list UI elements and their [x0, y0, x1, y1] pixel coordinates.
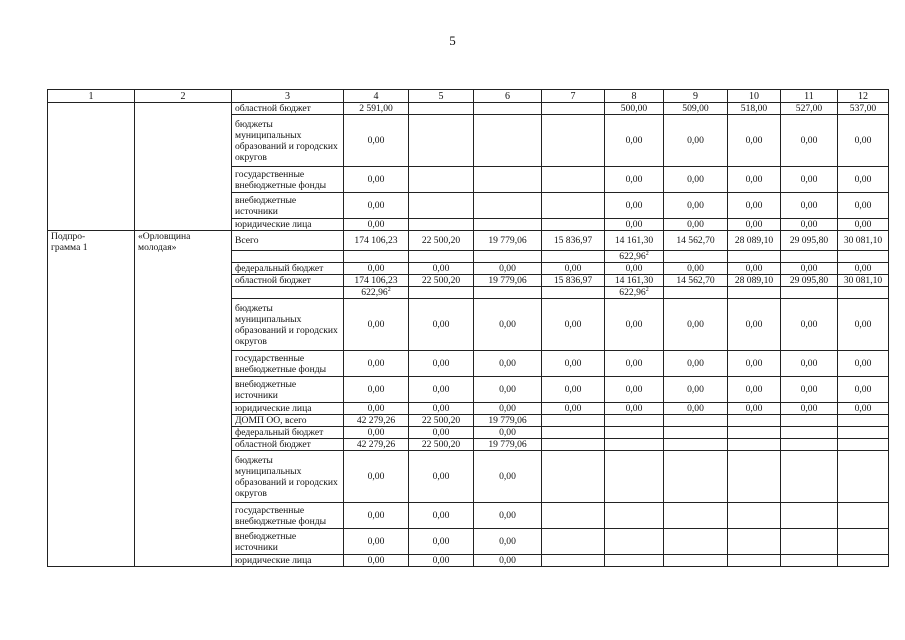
value-cell: 0,00	[728, 299, 781, 351]
row-label: государственные внебюджетные фонды	[232, 167, 344, 193]
row-label: внебюджетные источники	[232, 377, 344, 403]
value-cell: 0,00	[664, 115, 728, 167]
value-cell	[838, 503, 889, 529]
value-cell	[664, 451, 728, 503]
value-cell	[838, 415, 889, 427]
value-cell: 0,00	[344, 529, 409, 555]
value-cell: 0,00	[781, 351, 838, 377]
value-cell	[542, 503, 605, 529]
value-cell: 0,00	[474, 503, 542, 529]
value-cell: 0,00	[781, 219, 838, 231]
header-cell: 11	[781, 90, 838, 103]
header-cell: 2	[135, 90, 232, 103]
value-cell: 22 500,20	[409, 439, 474, 451]
header-cell: 9	[664, 90, 728, 103]
value-cell	[664, 287, 728, 299]
value-cell: 42 279,26	[344, 439, 409, 451]
value-cell: 0,00	[409, 377, 474, 403]
value-cell	[605, 503, 664, 529]
value-cell	[542, 193, 605, 219]
value-cell	[409, 193, 474, 219]
value-cell: 527,00	[781, 103, 838, 115]
row-label	[232, 251, 344, 263]
header-cell: 5	[409, 90, 474, 103]
value-cell: 0,00	[664, 263, 728, 275]
value-cell	[664, 251, 728, 263]
value-cell	[664, 439, 728, 451]
value-cell: 0,00	[838, 167, 889, 193]
value-cell	[474, 251, 542, 263]
value-cell: 15 836,97	[542, 275, 605, 287]
header-cell: 7	[542, 90, 605, 103]
value-cell: 509,00	[664, 103, 728, 115]
page-number: 5	[449, 33, 456, 48]
table-row	[48, 231, 889, 251]
value-text: 622,96	[361, 287, 388, 298]
value-cell	[781, 439, 838, 451]
value-cell	[474, 115, 542, 167]
value-cell	[542, 251, 605, 263]
value-cell	[474, 193, 542, 219]
value-cell: 500,00	[605, 103, 664, 115]
value-cell	[838, 529, 889, 555]
value-cell: 28 089,10	[728, 231, 781, 251]
value-cell: 29 095,80	[781, 275, 838, 287]
value-text: 622,96	[619, 287, 646, 298]
value-cell	[409, 103, 474, 115]
value-cell: 0,00	[728, 219, 781, 231]
value-cell: 0,00	[605, 115, 664, 167]
row-label: Всего	[232, 231, 344, 251]
value-cell: 19 779,06	[474, 415, 542, 427]
value-cell: 0,00	[409, 299, 474, 351]
value-cell	[542, 287, 605, 299]
value-cell: 14 562,70	[664, 275, 728, 287]
table-row	[48, 103, 889, 115]
value-cell	[542, 219, 605, 231]
value-cell: 0,00	[409, 451, 474, 503]
value-cell: 0,00	[838, 115, 889, 167]
value-cell: 19 779,06	[474, 275, 542, 287]
value-cell: 0,00	[344, 555, 409, 567]
value-cell: 19 779,06	[474, 439, 542, 451]
value-cell	[409, 219, 474, 231]
value-cell	[728, 439, 781, 451]
value-cell	[542, 529, 605, 555]
value-cell: 0,00	[542, 403, 605, 415]
value-cell	[728, 503, 781, 529]
row-label: государственные внебюджетные фонды	[232, 503, 344, 529]
header-cell: 3	[232, 90, 344, 103]
header-row	[48, 90, 889, 103]
value-cell: 0,00	[728, 403, 781, 415]
header-cell: 4	[344, 90, 409, 103]
value-cell: 0,00	[344, 503, 409, 529]
value-cell	[781, 503, 838, 529]
value-cell	[781, 415, 838, 427]
row-label: бюджеты муниципальных образований и городских округов	[232, 451, 344, 503]
value-cell: 0,00	[409, 403, 474, 415]
empty-cell	[48, 103, 135, 231]
value-cell	[542, 103, 605, 115]
value-cell: 0,00	[409, 503, 474, 529]
value-cell	[409, 115, 474, 167]
value-cell	[542, 167, 605, 193]
value-cell: 0,00	[664, 351, 728, 377]
value-cell: 0,00	[664, 377, 728, 403]
value-cell: 0,00	[838, 377, 889, 403]
value-cell	[474, 287, 542, 299]
row-label: областной бюджет	[232, 275, 344, 287]
value-cell: 0,00	[474, 529, 542, 555]
value-cell: 0,00	[781, 403, 838, 415]
value-cell	[781, 251, 838, 263]
footnote-mark: 2	[387, 286, 391, 293]
footnote-mark: 2	[645, 286, 649, 293]
value-cell	[542, 427, 605, 439]
value-cell: 0,00	[409, 529, 474, 555]
value-cell	[605, 439, 664, 451]
header-cell: 6	[474, 90, 542, 103]
value-cell: 0,00	[474, 351, 542, 377]
value-cell	[728, 287, 781, 299]
value-cell	[838, 287, 889, 299]
value-cell: 0,00	[474, 263, 542, 275]
value-cell	[781, 427, 838, 439]
value-cell	[605, 287, 664, 299]
value-cell	[838, 427, 889, 439]
value-cell: 30 081,10	[838, 231, 889, 251]
value-cell	[664, 427, 728, 439]
value-cell	[728, 451, 781, 503]
budget-table	[47, 89, 889, 567]
value-cell: 0,00	[409, 427, 474, 439]
value-cell: 0,00	[605, 167, 664, 193]
value-cell: 0,00	[474, 427, 542, 439]
footnote-mark: 2	[645, 250, 649, 257]
value-cell: 0,00	[728, 167, 781, 193]
value-cell	[474, 167, 542, 193]
value-cell: 0,00	[474, 403, 542, 415]
value-cell: 0,00	[542, 377, 605, 403]
value-cell	[728, 529, 781, 555]
row-label: федеральный бюджет	[232, 427, 344, 439]
value-cell: 22 500,20	[409, 415, 474, 427]
row-label	[232, 287, 344, 299]
header-cell: 12	[838, 90, 889, 103]
value-cell: 0,00	[664, 219, 728, 231]
value-cell	[781, 451, 838, 503]
value-cell: 0,00	[781, 263, 838, 275]
value-cell: 537,00	[838, 103, 889, 115]
row-label: внебюджетные источники	[232, 529, 344, 555]
value-cell: 0,00	[728, 193, 781, 219]
value-cell	[409, 167, 474, 193]
value-cell	[664, 555, 728, 567]
value-cell: 0,00	[664, 403, 728, 415]
value-cell: 0,00	[664, 193, 728, 219]
value-cell: 518,00	[728, 103, 781, 115]
value-cell: 15 836,97	[542, 231, 605, 251]
value-cell: 0,00	[838, 351, 889, 377]
value-cell	[344, 251, 409, 263]
value-cell	[474, 103, 542, 115]
empty-cell	[135, 103, 232, 231]
row-label: федеральный бюджет	[232, 263, 344, 275]
value-cell: 22 500,20	[409, 231, 474, 251]
value-cell: 0,00	[542, 299, 605, 351]
value-cell	[605, 427, 664, 439]
value-cell: 0,00	[344, 263, 409, 275]
value-cell	[838, 555, 889, 567]
header-cell: 10	[728, 90, 781, 103]
value-cell	[838, 451, 889, 503]
value-cell: 0,00	[344, 351, 409, 377]
row-label: ДОМП ОО, всего	[232, 415, 344, 427]
value-cell: 0,00	[838, 193, 889, 219]
value-cell: 0,00	[838, 403, 889, 415]
value-cell	[728, 415, 781, 427]
value-cell: 42 279,26	[344, 415, 409, 427]
value-cell	[605, 451, 664, 503]
value-cell	[664, 415, 728, 427]
value-cell: 0,00	[409, 263, 474, 275]
value-cell	[605, 415, 664, 427]
row-label: областной бюджет	[232, 103, 344, 115]
value-cell: 0,00	[728, 377, 781, 403]
value-cell: 0,00	[781, 299, 838, 351]
value-cell	[728, 555, 781, 567]
value-cell: 0,00	[542, 263, 605, 275]
value-cell	[409, 251, 474, 263]
row-label: областной бюджет	[232, 439, 344, 451]
value-cell: 174 106,23	[344, 275, 409, 287]
row-label: государственные внебюджетные фонды	[232, 351, 344, 377]
value-cell: 0,00	[781, 377, 838, 403]
value-cell: 0,00	[344, 299, 409, 351]
value-cell: 14 161,30	[605, 231, 664, 251]
value-cell: 0,00	[664, 299, 728, 351]
program-name: «Орловщина молодая»	[135, 231, 232, 567]
value-cell: 0,00	[409, 351, 474, 377]
value-cell: 0,00	[474, 299, 542, 351]
value-cell: 0,00	[409, 555, 474, 567]
row-label: юридические лица	[232, 403, 344, 415]
value-cell: 0,00	[474, 377, 542, 403]
value-cell: 0,00	[474, 451, 542, 503]
value-cell: 0,00	[664, 167, 728, 193]
program-code: Подпро- грамма 1	[48, 231, 135, 567]
value-cell	[542, 415, 605, 427]
row-label: бюджеты муниципальных образований и городских округов	[232, 299, 344, 351]
value-cell: 0,00	[838, 299, 889, 351]
value-cell: 174 106,23	[344, 231, 409, 251]
row-label: юридические лица	[232, 555, 344, 567]
value-cell: 19 779,06	[474, 231, 542, 251]
value-cell: 0,00	[344, 377, 409, 403]
value-cell: 0,00	[781, 115, 838, 167]
value-cell	[781, 529, 838, 555]
value-cell: 2 591,00	[344, 103, 409, 115]
value-text: 622,96	[619, 251, 646, 262]
value-cell: 0,00	[344, 167, 409, 193]
value-cell: 0,00	[838, 219, 889, 231]
value-cell: 0,00	[605, 351, 664, 377]
header-cell: 8	[605, 90, 664, 103]
value-cell	[542, 555, 605, 567]
value-cell: 0,00	[728, 263, 781, 275]
value-cell: 0,00	[344, 427, 409, 439]
value-cell	[781, 555, 838, 567]
value-cell	[664, 529, 728, 555]
value-cell: 28 089,10	[728, 275, 781, 287]
value-cell: 0,00	[542, 351, 605, 377]
value-cell	[474, 219, 542, 231]
value-cell: 0,00	[344, 219, 409, 231]
value-cell	[664, 503, 728, 529]
row-label: юридические лица	[232, 219, 344, 231]
value-cell	[728, 427, 781, 439]
row-label: внебюджетные источники	[232, 193, 344, 219]
value-cell	[344, 287, 409, 299]
value-cell	[605, 251, 664, 263]
value-cell: 0,00	[781, 193, 838, 219]
value-cell: 0,00	[605, 299, 664, 351]
value-cell: 0,00	[344, 193, 409, 219]
value-cell: 0,00	[605, 263, 664, 275]
value-cell: 0,00	[474, 555, 542, 567]
value-cell	[728, 251, 781, 263]
value-cell	[605, 555, 664, 567]
value-cell: 0,00	[344, 451, 409, 503]
value-cell: 0,00	[838, 263, 889, 275]
value-cell: 22 500,20	[409, 275, 474, 287]
value-cell: 0,00	[605, 377, 664, 403]
value-cell: 0,00	[605, 403, 664, 415]
value-cell: 14 161,30	[605, 275, 664, 287]
value-cell: 0,00	[605, 219, 664, 231]
value-cell: 0,00	[344, 403, 409, 415]
value-cell: 14 562,70	[664, 231, 728, 251]
value-cell: 0,00	[728, 115, 781, 167]
value-cell	[542, 451, 605, 503]
value-cell: 30 081,10	[838, 275, 889, 287]
value-cell	[781, 287, 838, 299]
row-label: бюджеты муниципальных образований и городских округов	[232, 115, 344, 167]
value-cell: 0,00	[781, 167, 838, 193]
header-cell: 1	[48, 90, 135, 103]
value-cell	[409, 287, 474, 299]
value-cell	[838, 439, 889, 451]
value-cell: 29 095,80	[781, 231, 838, 251]
value-cell	[838, 251, 889, 263]
value-cell: 0,00	[344, 115, 409, 167]
value-cell: 0,00	[605, 193, 664, 219]
value-cell	[542, 439, 605, 451]
value-cell	[605, 529, 664, 555]
value-cell	[542, 115, 605, 167]
value-cell: 0,00	[728, 351, 781, 377]
